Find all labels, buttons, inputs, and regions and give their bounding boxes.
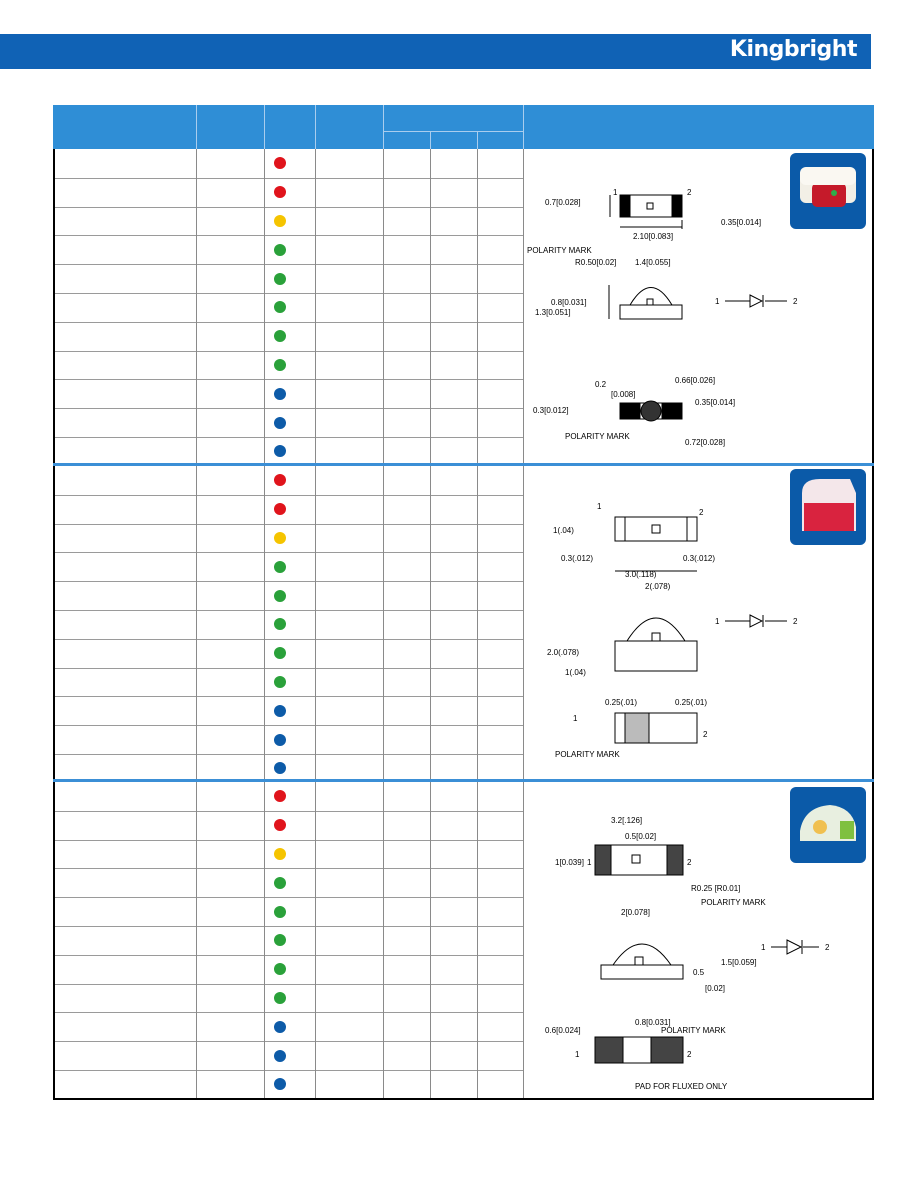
column-divider [430,149,431,1098]
row-divider [53,610,523,611]
column-divider [383,149,384,1098]
row-divider [53,984,523,985]
row-divider [53,840,523,841]
row-divider [53,207,523,208]
dimension-label: PAD FOR FLUXED ONLY [635,1082,728,1091]
led-color-dot-blue [274,388,286,400]
row-divider [53,351,523,352]
led-color-dot-red [274,503,286,515]
dimension-label: 0.35[0.014] [695,398,736,407]
row-divider [53,379,523,380]
dimension-label: 0.8[0.031] [551,298,587,307]
header-divider [430,131,431,149]
dimension-label: 0.6[0.024] [545,1026,581,1035]
row-divider [53,725,523,726]
row-divider [53,639,523,640]
dimension-label: R0.25 [R0.01] [691,884,741,893]
led-color-dot-green [274,647,286,659]
dimension-label: 0.3(.012) [683,554,716,563]
dimension-label: 2[0.078] [621,908,650,917]
dimension-label: 0.7[0.028] [545,198,581,207]
dimension-label: 0.72[0.028] [685,438,726,447]
dimension-label: 1.5[0.059] [721,958,757,967]
row-divider [53,552,523,553]
led-color-dot-green [274,992,286,1004]
dimension-label: 1[0.039] [555,858,584,867]
product-table [53,105,874,1100]
dimension-drawing-2 [525,485,870,785]
dimension-label: 0.35[0.014] [721,218,762,227]
dimension-label: 2 [687,1050,692,1059]
led-color-dot-blue [274,705,286,717]
led-color-dot-green [274,590,286,602]
header-divider [477,131,478,149]
led-color-dot-blue [274,445,286,457]
led-color-dot-green [274,330,286,342]
dimension-label: 1 [597,502,602,511]
led-color-dot-green [274,676,286,688]
row-divider [53,754,523,755]
dimension-label: 1(.04) [565,668,586,677]
header-divider [315,105,316,149]
dimension-label: 0.25(.01) [675,698,708,707]
column-divider [315,149,316,1098]
row-divider [53,955,523,956]
column-divider [196,149,197,1098]
led-color-dot-blue [274,417,286,429]
row-divider [53,408,523,409]
row-divider [53,581,523,582]
row-divider [53,696,523,697]
led-color-dot-blue [274,1021,286,1033]
dimension-label: 0.3[0.012] [533,406,569,415]
header-divider [523,105,524,149]
led-color-dot-blue [274,762,286,774]
dimension-label: R0.50[0.02] [575,258,617,267]
led-color-dot-blue [274,734,286,746]
dimension-label: 2 [793,297,798,306]
table-header [53,105,874,149]
row-divider [53,495,523,496]
dimension-label: POLARITY MARK [527,246,592,255]
row-divider [53,1070,523,1071]
dimension-label: 2(.078) [645,582,671,591]
header-divider [383,105,384,149]
dimension-label: 0.66[0.026] [675,376,716,385]
dimension-drawing-3 [525,805,870,1095]
led-color-dot-yellow [274,532,286,544]
row-divider [53,293,523,294]
row-divider [53,178,523,179]
led-color-dot-yellow [274,215,286,227]
dimension-label: 1(.04) [553,526,574,535]
led-color-dot-yellow [274,848,286,860]
dimension-label: POLARITY MARK [565,432,630,441]
dimension-label: 2 [825,943,830,952]
dimension-label: 0.5[0.02] [625,832,657,841]
row-divider [53,437,523,438]
led-color-dot-green [274,273,286,285]
led-color-dot-red [274,819,286,831]
row-divider [53,668,523,669]
led-color-dot-blue [274,1078,286,1090]
header-divider [264,105,265,149]
dimension-label: 1 [715,617,720,626]
column-divider [264,149,265,1098]
row-divider [53,235,523,236]
led-color-dot-green [274,301,286,313]
row-divider [53,897,523,898]
row-divider [53,1041,523,1042]
row-divider [53,264,523,265]
dimension-label: 1.3[0.051] [535,308,571,317]
dimension-label: 2 [687,858,692,867]
dimension-label: 1 [587,858,592,867]
dimension-label: POLARITY MARK [555,750,620,759]
section-separator [53,779,874,782]
led-color-dot-green [274,963,286,975]
dimension-label: 3.2[.126] [611,816,643,825]
led-color-dot-red [274,790,286,802]
dimension-label: 2 [703,730,708,739]
led-color-dot-green [274,618,286,630]
led-color-dot-red [274,157,286,169]
led-color-dot-green [274,244,286,256]
section-separator [53,463,874,466]
led-color-dot-red [274,474,286,486]
header-bar [0,34,871,69]
led-color-dot-green [274,906,286,918]
dimension-label: 2 [699,508,704,517]
dimension-label: 1 [761,943,766,952]
dimension-label: 0.2 [595,380,607,389]
led-color-dot-green [274,877,286,889]
dimension-label: 1 [573,714,578,723]
dimension-label: 0.5 [693,968,705,977]
dimension-label: POLARITY MARK [701,898,766,907]
dimension-label: 0.8[0.031] [635,1018,671,1027]
led-color-dot-green [274,561,286,573]
row-divider [53,811,523,812]
dimension-label: 2.0(.078) [547,648,580,657]
led-color-dot-green [274,934,286,946]
brand-logo: Kingbright [729,37,857,62]
row-divider [53,926,523,927]
row-divider [53,322,523,323]
led-color-dot-red [274,186,286,198]
led-color-dot-blue [274,1050,286,1062]
row-divider [53,524,523,525]
dimension-label: [0.008] [611,390,636,399]
dimension-label: 1 [575,1050,580,1059]
dimension-label: 2 [687,188,692,197]
row-divider [53,1012,523,1013]
dimension-label: 2 [793,617,798,626]
dimension-label: 1 [715,297,720,306]
row-divider [53,868,523,869]
led-color-dot-green [274,359,286,371]
dimension-label: [0.02] [705,984,726,993]
dimension-label: 2.10[0.083] [633,232,674,241]
dimension-label: 0.25(.01) [605,698,638,707]
dimension-label: 3.0(.118) [625,570,657,579]
column-divider [523,149,524,1098]
dimension-label: 1 [613,188,618,197]
dimension-label: 1.4[0.055] [635,258,671,267]
dimension-label: 0.3(.012) [561,554,594,563]
dimension-drawing-1 [525,165,870,455]
dimension-label: POLARITY MARK [661,1026,726,1035]
header-divider [196,105,197,149]
column-divider [477,149,478,1098]
